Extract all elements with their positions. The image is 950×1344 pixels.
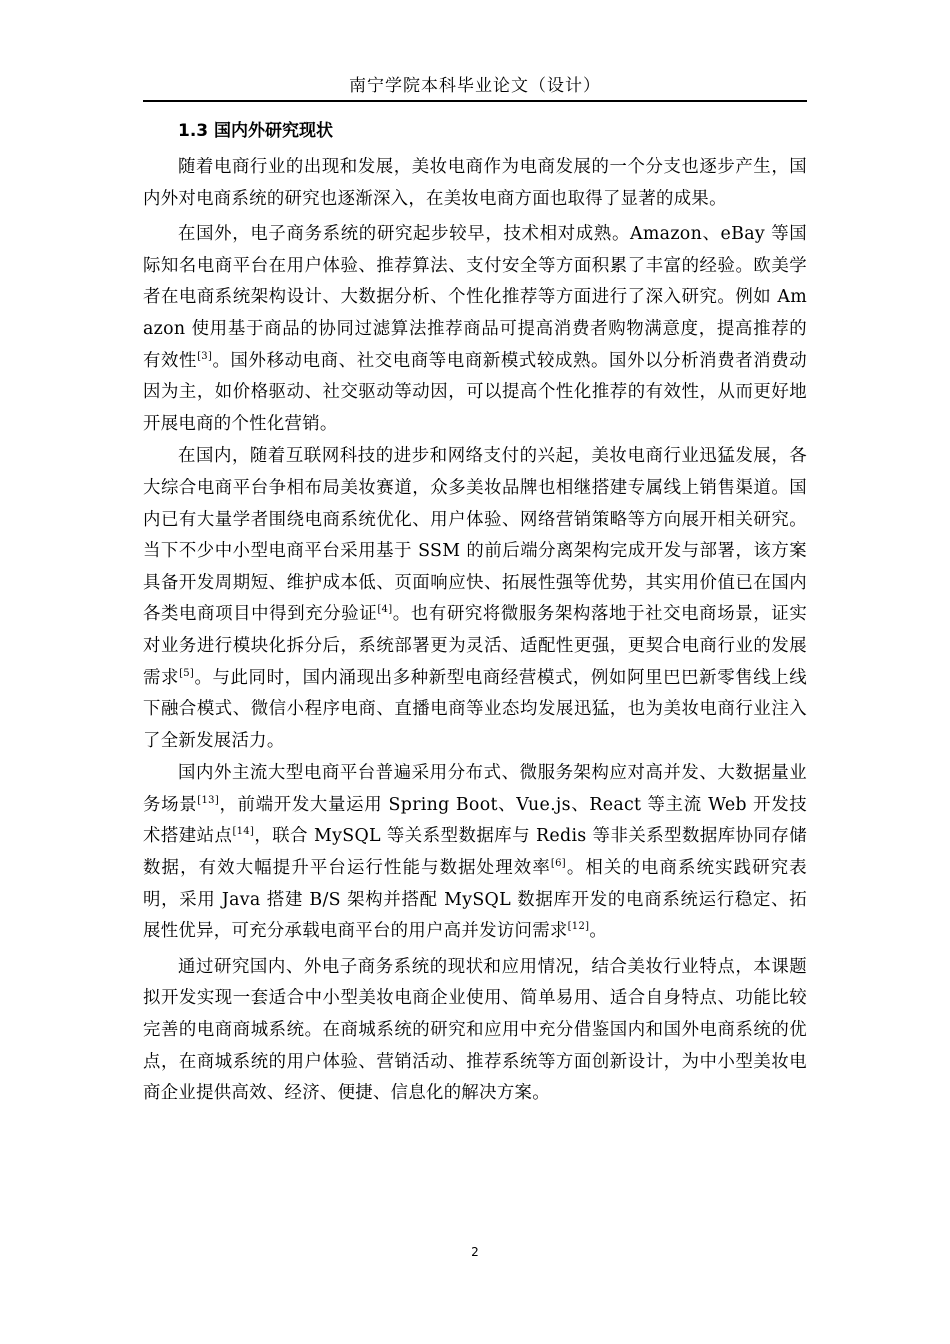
paragraph-text: ，联合 MySQL 等关系型数据库与 Redis 等非关系型数据库协同存储数据，有效大幅提升平台运行性能与数据处理效率	[143, 826, 807, 879]
citation-ref: [3]	[197, 350, 213, 362]
paragraph-text: ，前端开发大量运用 Spring Boot、Vue.js、React 等主流 Web 开发技术搭建站点	[143, 794, 807, 847]
paragraph-text: 。	[589, 921, 608, 942]
body-text	[143, 152, 807, 1110]
paragraph-text: 国内外主流大型电商平台普遍采用分布式、微服务架构应对高并发、大数据量业务场景	[143, 763, 807, 815]
section-heading: 1.3 国内外研究现状	[178, 121, 334, 141]
paragraph-text: 在国外，电子商务系统的研究起步较早，技术相对成熟。Amazon、eBay 等国际知名电商平台在用户体验、推荐算法、支付安全等方面积累了丰富的经验。欧美学者在电商系统架构设计、大数据分析、个性化推荐等方面进行了深入研究。例如 Amazon 使用基于商品的协同过滤算法推荐商品可提高消费者购物满意度，提高推荐的有效性	[143, 224, 807, 371]
paragraph-text: 随着电商行业的出现和发展，美妆电商作为电商发展的一个分支也逐步产生，国内外对电商系统的研究也逐渐深入，在美妆电商方面也取得了显著的成果。	[143, 157, 807, 209]
paragraph-text: 通过研究国内、外电子商务系统的现状和应用情况，结合美妆行业特点，本课题拟开发实现一套适合中小型美妆电商企业使用、简单易用、适合自身特点、功能比较完善的电商商城系统。在商城系统的研究和应用中充分借鉴国内和国外电商系统的优点，在商城系统的用户体验、营销活动、推荐系统等方面创新设计，为中小型美妆电商企业提供高效、经济、便捷、信息化的解决方案。	[143, 956, 807, 1104]
citation-ref: [5]	[179, 667, 195, 679]
paragraph	[143, 152, 807, 215]
paragraph-text: 在国内，随着互联网科技的进步和网络支付的兴起，美妆电商行业迅猛发展，各大综合电商平台争相布局美妆赛道，众多美妆品牌也相继搭建专属线上销售渠道。国内已有大量学者围绕电商系统优化、用户体验、网络营销策略等方向展开相关研究。当下不少中小型电商平台采用基于 SSM 的前后端分离架构完成开发与部署，该方案具备开发周期短、维护成本低、页面响应快、拓展性强等优势，其实用价值已在国内各类电商项目中得到充分验证	[143, 446, 807, 625]
paragraph-text: 。也有研究将微服务架构落地于社交电商场景，证实对业务进行模块化拆分后，系统部署更为灵活、适配性更强，更契合电商行业的发展需求	[143, 604, 808, 688]
paragraph-text: 。国外移动电商、社交电商等电商新模式较成熟。国外以分析消费者消费动因为主，如价格驱动、社交驱动等动因，可以提高个性化推荐的有效性，从而更好地开展电商的个性化营销。	[143, 350, 807, 434]
paragraph-text: 。相关的电商系统实践研究表明，采用 Java 搭建 B/S 架构并搭配 MySQL 数据库开发的电商系统运行稳定、拓展性优异，可充分承载电商平台的用户高并发访问需求	[143, 858, 807, 942]
paragraph-text: 。与此同时，国内涌现出多种新型电商经营模式，例如阿里巴巴新零售线上线下融合模式、微信小程序电商、直播电商等业态均发展迅猛，也为美妆电商行业注入了全新发展活力。	[143, 667, 807, 751]
citation-ref: [6]	[550, 858, 566, 870]
header-rule	[143, 100, 807, 102]
paragraph	[143, 952, 807, 1110]
citation-ref: [13]	[197, 795, 220, 807]
page-number: 2	[471, 1245, 479, 1259]
paragraph	[143, 219, 807, 440]
paragraph	[143, 758, 807, 948]
paragraph	[143, 441, 807, 757]
citation-ref: [4]	[377, 604, 393, 616]
citation-ref: [12]	[567, 921, 590, 933]
citation-ref: [14]	[232, 826, 255, 838]
running-header: 南宁学院本科毕业论文（设计）	[349, 76, 601, 96]
